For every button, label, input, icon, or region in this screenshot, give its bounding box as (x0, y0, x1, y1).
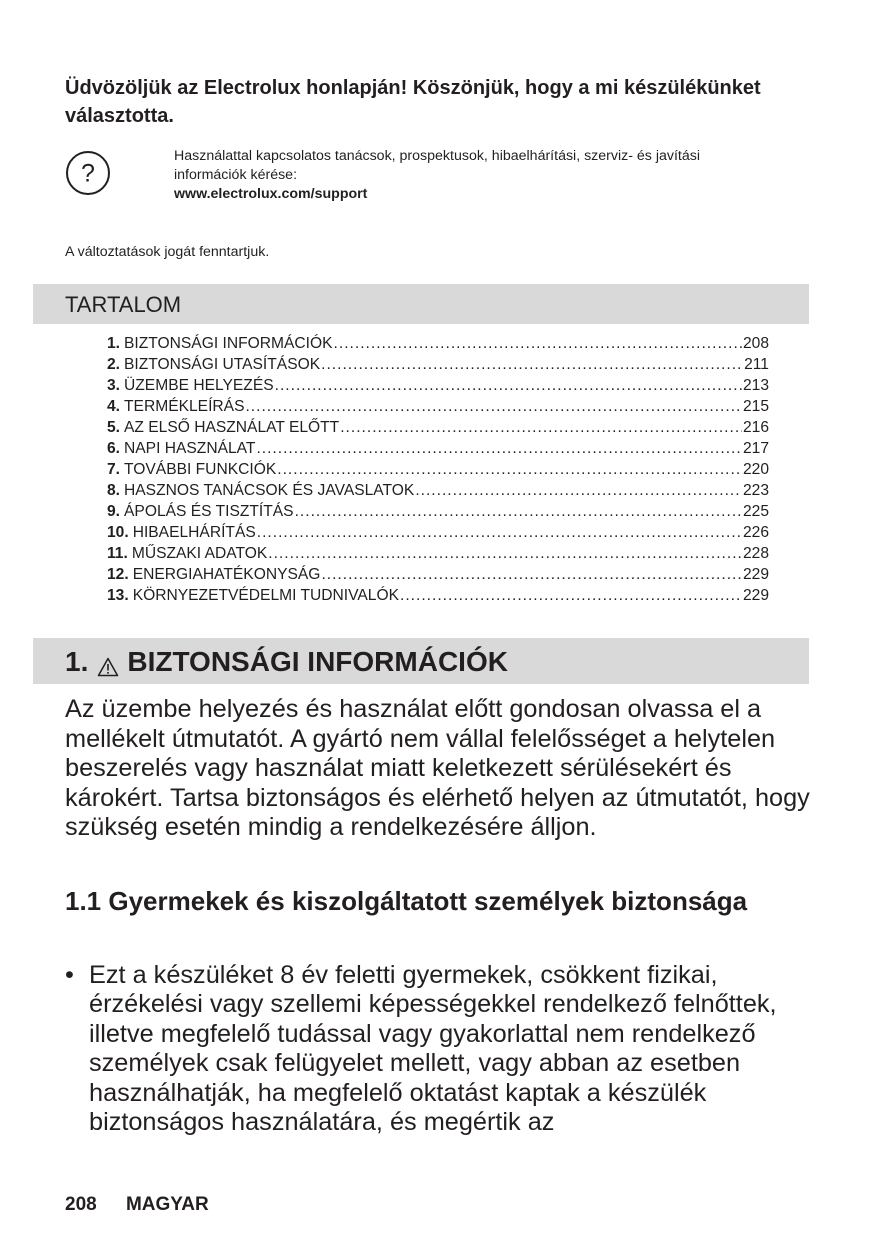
toc-entry-page: 217 (742, 440, 769, 457)
toc-entry-page: 208 (742, 335, 769, 352)
toc-entry-number: 2. (107, 356, 121, 373)
welcome-heading: Üdvözöljük az Electrolux honlapján! Köszönjük, hogy a mi készülékünket választotta. (65, 77, 761, 127)
support-text-line-1: Használattal kapcsolatos tanácsok, prospektusok, hibaelhárítási, szerviz- és javítási (174, 148, 700, 164)
toc-title: TARTALOM (65, 292, 182, 317)
toc-entry-page: 226 (742, 524, 769, 541)
toc-entry-number: 12. (107, 566, 129, 583)
toc-entry-label: HASZNOS TANÁCSOK ÉS JAVASLATOK (124, 482, 415, 499)
toc-entry-number: 11. (107, 545, 128, 562)
support-text-line-2: információk kérése: (174, 167, 298, 183)
toc-entry-label: AZ ELSŐ HASZNÁLAT ELŐTT (124, 419, 340, 436)
section-title (65, 646, 508, 678)
warning-triangle-icon (97, 652, 119, 672)
toc-leader-dots (275, 375, 742, 396)
rights-notice: A változtatások jogát fenntartjuk. (65, 244, 270, 260)
toc-entry-label: BIZTONSÁGI INFORMÁCIÓK (124, 335, 333, 352)
support-info (174, 147, 814, 204)
toc-entry[interactable] (107, 417, 769, 438)
toc-leader-dots (245, 396, 742, 417)
toc-leader-dots (295, 501, 742, 522)
toc-entry-number: 9. (107, 503, 121, 520)
toc-entry[interactable] (107, 522, 769, 543)
toc-entry-label: HIBAELHÁRÍTÁS (132, 524, 256, 541)
toc-entry-label: NAPI HASZNÁLAT (124, 440, 256, 457)
footer-language: MAGYAR (125, 1194, 209, 1215)
toc-leader-dots (277, 459, 742, 480)
toc-entry-label: ENERGIAHATÉKONYSÁG (132, 566, 321, 583)
toc-entry[interactable] (107, 396, 769, 417)
toc-entry-number: 5. (107, 419, 121, 436)
toc-entry-page: 228 (742, 545, 769, 562)
toc-entry-label: TOVÁBBI FUNKCIÓK (124, 461, 277, 478)
toc-entry[interactable] (107, 480, 769, 501)
toc-entry-label: TERMÉKLEÍRÁS (124, 398, 245, 415)
toc-entry-page: 211 (744, 356, 769, 373)
section-header-bar (33, 638, 809, 684)
toc-entry-number: 10. (107, 524, 129, 541)
toc-entry[interactable] (107, 543, 769, 564)
bullet-text: Ezt a készüléket 8 év feletti gyermekek, csökkent fizikai, érzékelési vagy szellemi képességekkel rendelkező felnőttek, illetve megfelelő tudással vagy gyakorlattal nem rendelkező személyek csak felügyelet mellett, vagy abban az esetben használhatják, ha megfelelő oktatást kaptak a készülék biztonságos használatára, és megértik az (89, 961, 777, 1137)
toc-leader-dots (321, 564, 742, 585)
toc-leader-dots (321, 354, 743, 375)
svg-text:?: ? (81, 159, 95, 188)
section-number: 1. (65, 646, 89, 677)
toc-entry-label: BIZTONSÁGI UTASÍTÁSOK (124, 356, 321, 373)
toc-leader-dots (256, 438, 742, 459)
toc-entry[interactable] (107, 501, 769, 522)
bullet-marker: • (65, 961, 74, 989)
toc-entry-page: 223 (742, 482, 769, 499)
toc-entry-number: 8. (107, 482, 121, 499)
table-of-contents (107, 333, 769, 606)
page-number: 208 (65, 1194, 97, 1215)
toc-leader-dots (334, 333, 742, 354)
support-url[interactable]: www.electrolux.com/support (174, 186, 368, 202)
toc-entry-page: 213 (742, 377, 769, 394)
toc-entry[interactable] (107, 459, 769, 480)
toc-entry-number: 7. (107, 461, 121, 478)
subsection-heading: 1.1 Gyermekek és kiszolgáltatott személyek biztonsága (65, 886, 748, 916)
toc-entry[interactable] (107, 585, 769, 606)
safety-bullet-list (65, 961, 810, 1137)
toc-entry-label: ÜZEMBE HELYEZÉS (124, 377, 274, 394)
toc-entry-label: KÖRNYEZETVÉDELMI TUDNIVALÓK (132, 587, 399, 604)
toc-leader-dots (257, 522, 742, 543)
toc-entry-number: 4. (107, 398, 121, 415)
section-title-text: BIZTONSÁGI INFORMÁCIÓK (127, 646, 508, 677)
toc-entry-page: 225 (742, 503, 769, 520)
toc-entry[interactable] (107, 375, 769, 396)
toc-entry-page: 229 (742, 566, 769, 583)
toc-entry-number: 6. (107, 440, 121, 457)
toc-leader-dots (268, 543, 742, 564)
toc-entry[interactable] (107, 438, 769, 459)
toc-leader-dots (400, 585, 742, 606)
toc-entry-page: 215 (742, 398, 769, 415)
page-footer (65, 1194, 209, 1216)
list-item (65, 961, 810, 1137)
toc-entry-page: 216 (742, 419, 769, 436)
toc-header-bar (33, 284, 809, 324)
toc-entry-label: MŰSZAKI ADATOK (131, 545, 268, 562)
toc-entry[interactable] (107, 333, 769, 354)
toc-leader-dots (340, 417, 742, 438)
toc-entry-number: 13. (107, 587, 129, 604)
question-circle-icon (65, 150, 111, 196)
toc-entry-page: 220 (742, 461, 769, 478)
toc-entry-number: 3. (107, 377, 121, 394)
toc-entry-number: 1. (107, 335, 121, 352)
toc-entry[interactable] (107, 564, 769, 585)
toc-leader-dots (415, 480, 742, 501)
toc-entry-label: ÁPOLÁS ÉS TISZTÍTÁS (124, 503, 294, 520)
toc-entry-page: 229 (742, 587, 769, 604)
safety-intro-paragraph: Az üzembe helyezés és használat előtt gondosan olvassa el a mellékelt útmutatót. A gyártó nem vállal felelősséget a helytelen beszerelés vagy használat miatt keletkezett sérülésekért és károkért. Tartsa biztonságos és elérhető helyen az útmutatót, hogy szükség esetén mindig a rendelkezésére álljon. (65, 695, 810, 841)
toc-entry[interactable] (107, 354, 769, 375)
